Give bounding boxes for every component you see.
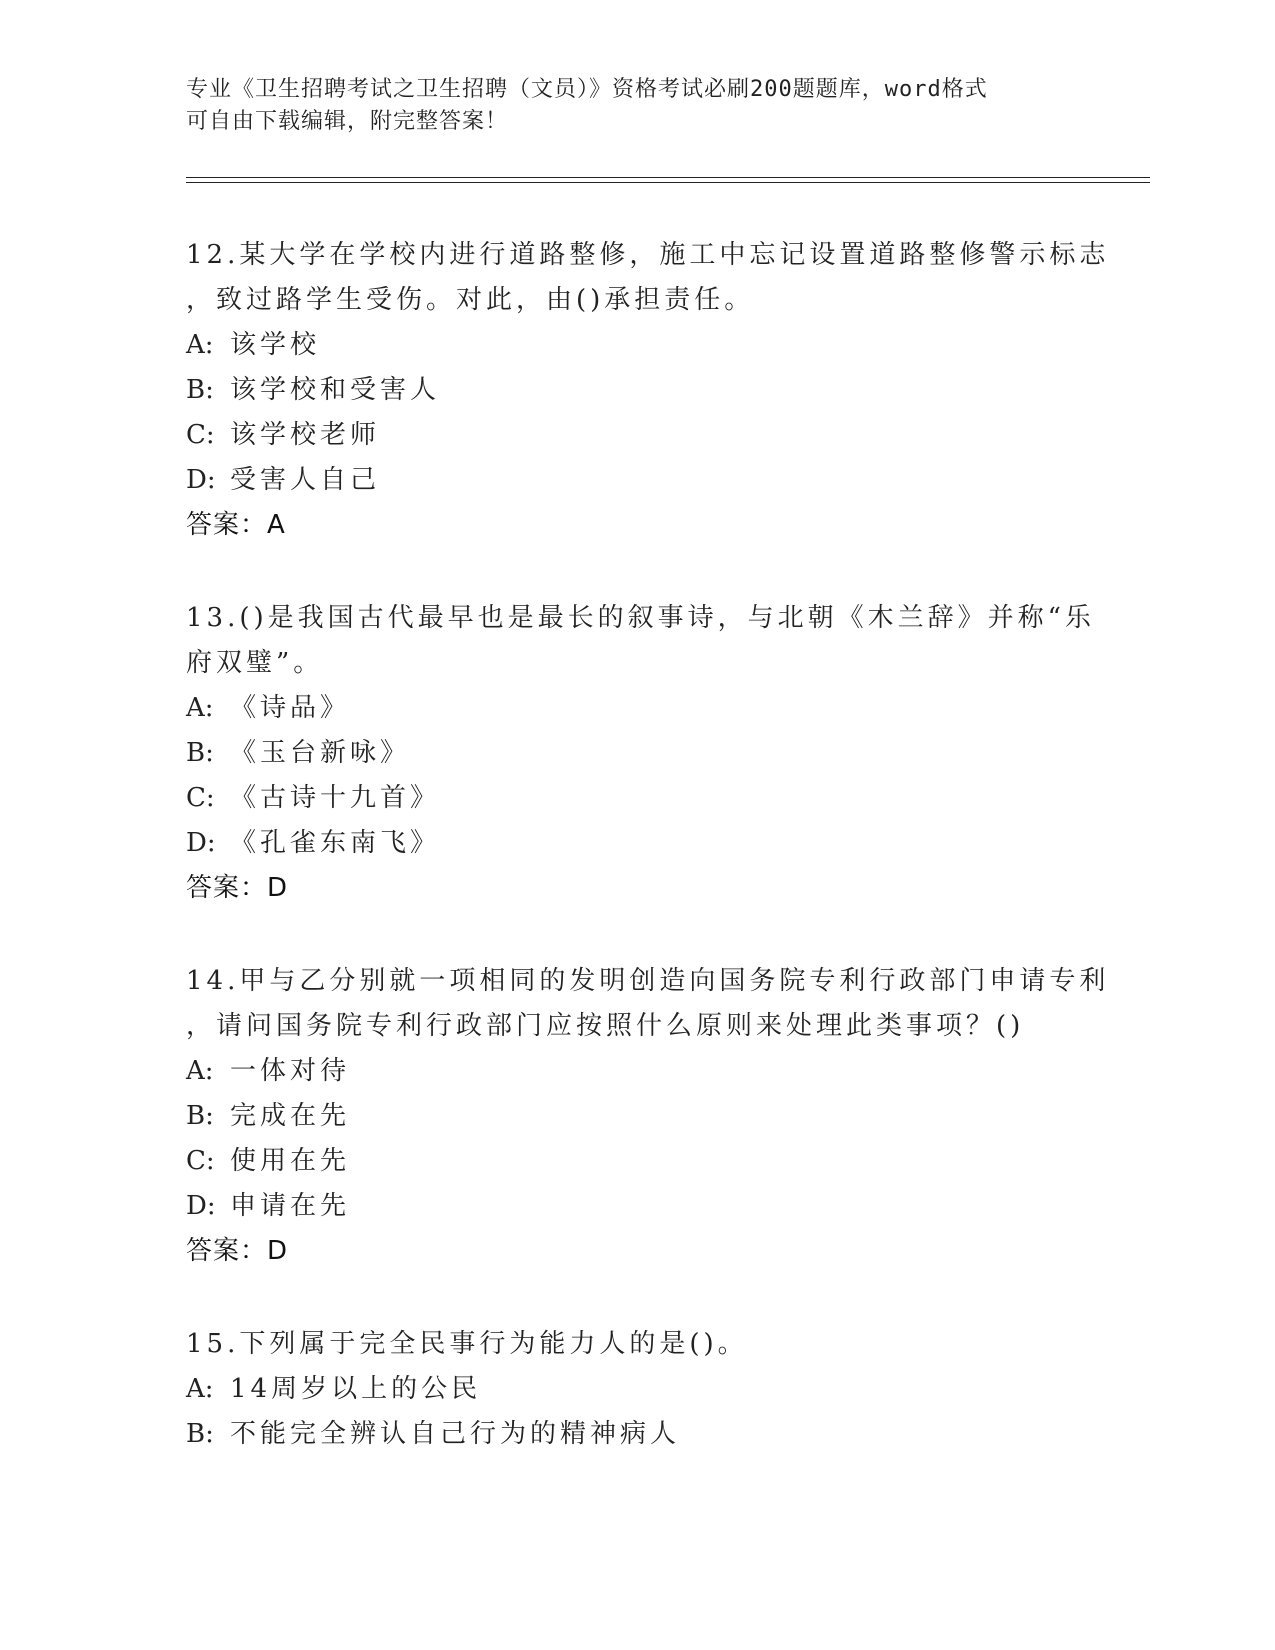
question-12: [186, 233, 1110, 548]
option-text: 不能完全辨认自己行为的精神病人: [230, 1419, 681, 1449]
option-letter: B:: [186, 1101, 214, 1131]
option-letter: A:: [186, 693, 214, 723]
document-header: [186, 74, 1066, 138]
option-a: [186, 1367, 1086, 1412]
header-divider-bottom: [186, 182, 1150, 183]
option-c: [186, 413, 1086, 458]
question-stem: [186, 596, 1095, 686]
option-text: 《玉台新咏》: [230, 738, 411, 768]
option-text: 该学校老师: [230, 420, 381, 450]
question-14: [186, 959, 1110, 1274]
answer-line: 答案：D: [186, 1236, 289, 1266]
option-text: 14周岁以上的公民: [230, 1374, 482, 1404]
option-a: [186, 686, 1086, 731]
question-stem-line: ，请问国务院专利行政部门应按照什么原则来处理此类事项？(): [186, 1011, 1025, 1041]
option-text: 该学校: [230, 330, 321, 360]
option-letter: C:: [186, 420, 215, 450]
question-stem-line: 府双璧”。: [186, 648, 324, 678]
question-15: [186, 1322, 1086, 1457]
option-text: 《孔雀东南飞》: [230, 828, 441, 858]
option-a: [186, 323, 1086, 368]
question-stem: [186, 233, 1110, 323]
question-13: [186, 596, 1095, 911]
option-letter: D:: [186, 465, 216, 495]
question-stem-line: 13.()是我国古代最早也是最长的叙事诗，与北朝《木兰辞》并称“乐: [186, 603, 1095, 633]
option-d: [186, 1184, 1086, 1229]
option-text: 申请在先: [230, 1191, 351, 1221]
option-letter: B:: [186, 1419, 214, 1449]
option-text: 受害人自己: [230, 465, 381, 495]
option-letter: D:: [186, 828, 216, 858]
option-text: 完成在先: [230, 1101, 351, 1131]
option-c: [186, 1139, 1086, 1184]
header-line-2: 可自由下载编辑，附完整答案！: [186, 109, 509, 134]
option-letter: D:: [186, 1191, 216, 1221]
question-stem-line: 14.甲与乙分别就一项相同的发明创造向国务院专利行政部门申请专利: [186, 966, 1110, 996]
option-letter: A:: [186, 330, 214, 360]
option-b: [186, 731, 1086, 776]
option-letter: C:: [186, 783, 215, 813]
option-letter: C:: [186, 1146, 215, 1176]
option-d: [186, 821, 1086, 866]
question-stem-line: 15.下列属于完全民事行为能力人的是()。: [186, 1329, 748, 1359]
option-b: [186, 1094, 1086, 1139]
option-d: [186, 458, 1086, 503]
option-letter: A:: [186, 1374, 214, 1404]
answer-line: 答案：A: [186, 510, 286, 540]
option-text: 使用在先: [230, 1146, 351, 1176]
option-text: 一体对待: [230, 1056, 351, 1086]
header-line-1: 专业《卫生招聘考试之卫生招聘（文员）》资格考试必刷200题题库，word格式: [186, 77, 988, 102]
option-letter: A:: [186, 1056, 214, 1086]
option-c: [186, 776, 1086, 821]
option-letter: B:: [186, 738, 214, 768]
question-stem-line: 12.某大学在学校内进行道路整修，施工中忘记设置道路整修警示标志: [186, 240, 1110, 270]
option-letter: B:: [186, 375, 214, 405]
option-text: 《诗品》: [230, 693, 351, 723]
option-a: [186, 1049, 1086, 1094]
header-divider-top: [186, 177, 1150, 178]
option-text: 《古诗十九首》: [230, 783, 441, 813]
option-b: [186, 1412, 1086, 1457]
question-stem: [186, 1322, 1086, 1367]
option-text: 该学校和受害人: [230, 375, 441, 405]
option-b: [186, 368, 1086, 413]
question-stem: [186, 959, 1110, 1049]
question-stem-line: ，致过路学生受伤。对此，由()承担责任。: [186, 285, 755, 315]
answer-line: 答案：D: [186, 873, 289, 903]
